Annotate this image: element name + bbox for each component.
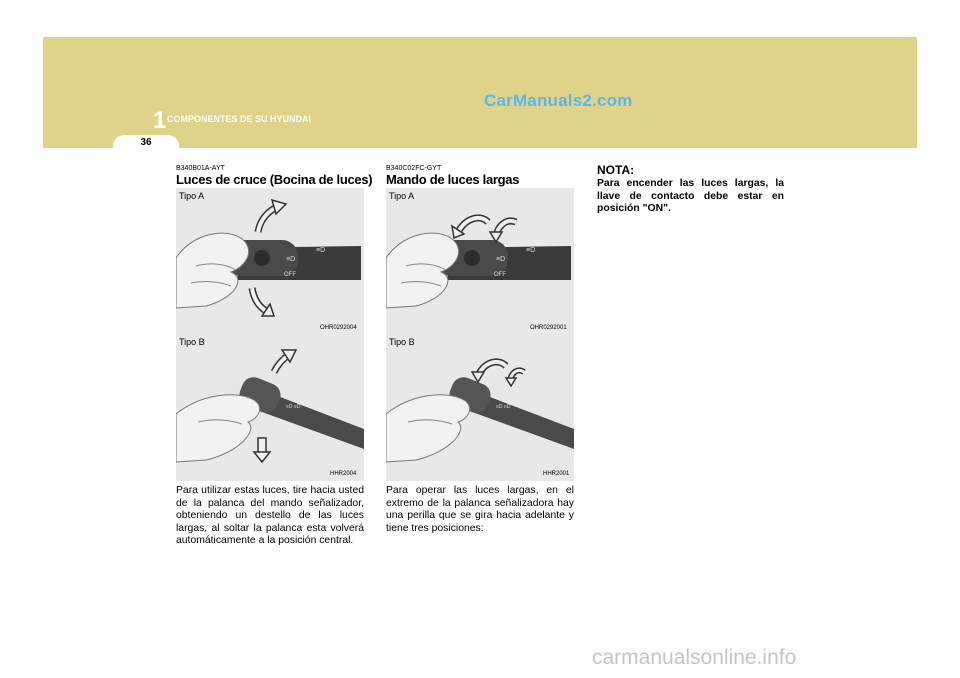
note-title: NOTA: [597,163,635,177]
chapter-title: COMPONENTES DE SU HYUNDAI [167,114,312,124]
figure-highbeam-type-b [386,334,574,481]
page-number: 36 [140,137,152,148]
left-figure-a-code: OHR0292004 [320,325,357,331]
watermark-logo[interactable]: CarManuals2.com [484,91,633,110]
figure-flash-type-a [176,188,364,335]
middle-section-body: Para operar las luces largas, en el extremo de la palanca señalizadora hay una perilla que se gira hacia adelante y tiene tres posiciones: [386,485,574,534]
svg-text:≡D: ≡D [496,256,506,263]
figure-flash-type-b [176,334,364,481]
note-body: Para encender las luces largas, la llave de contacto debe estar en posición "ON". [597,178,784,214]
svg-text:≡D ≡D: ≡D ≡D [496,404,511,410]
middle-section-title: Mando de luces largas [386,172,520,187]
highbeam-type-b-illustration [386,334,574,481]
left-figure-b-code: HHR2004 [330,471,357,477]
footer-watermark[interactable]: carmanualsonline.info [592,646,797,669]
left-section-code: B340B01A-AYT [176,165,225,172]
middle-figure-b-label: Tipo B [389,337,415,347]
svg-text:OFF: OFF [494,272,506,278]
svg-text:≡D ≡D: ≡D ≡D [286,404,301,410]
left-figure-b-label: Tipo B [179,337,205,347]
left-section-body: Para utilizar estas luces, tire hacia usted de la palanca del mando señalizador, obteniendo un destello de las luces largas, al soltar la palanca esta volverá automáticamente a la posición central. [176,485,364,546]
svg-text:≡D: ≡D [526,247,536,254]
header-band [43,37,917,148]
left-section-title: Luces de cruce (Bocina de luces) [176,172,373,187]
svg-text:≡D: ≡D [286,256,296,263]
middle-section-code: B340C02FC-GYT [386,165,442,172]
highbeam-type-a-illustration [386,188,574,335]
svg-text:OFF: OFF [284,272,296,278]
middle-figure-a-code: OHR0292001 [530,325,567,331]
flash-type-b-illustration [176,334,364,481]
left-figure-a-label: Tipo A [179,191,205,201]
flash-type-a-illustration [176,188,364,335]
middle-figure-b-code: HHR2001 [543,471,570,477]
svg-text:≡D: ≡D [316,247,326,254]
figure-highbeam-type-a [386,188,574,335]
middle-figure-a-label: Tipo A [389,191,415,201]
chapter-number: 1 [153,107,167,134]
